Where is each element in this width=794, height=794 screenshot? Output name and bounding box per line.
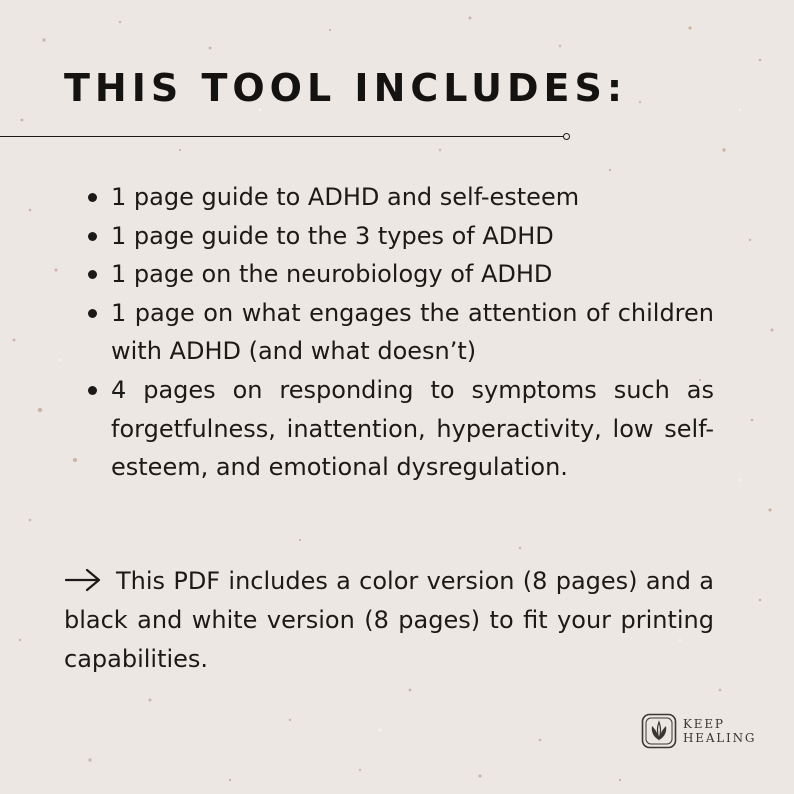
bullet-dot-icon <box>88 193 97 202</box>
bullet-dot-icon <box>88 386 97 395</box>
brand-line-2: HEALING <box>683 731 757 745</box>
bullet-dot-icon <box>88 270 97 279</box>
list-item <box>88 178 714 217</box>
list-item <box>88 255 714 294</box>
divider-end-dot <box>563 133 570 140</box>
list-item-text: 1 page guide to the 3 types of ADHD <box>111 221 554 250</box>
includes-list <box>88 178 714 487</box>
brand-logo <box>641 712 756 750</box>
bullet-dot-icon <box>88 309 97 318</box>
list-item-text: 1 page guide to ADHD and self-esteem <box>111 183 580 211</box>
list-item <box>88 294 714 371</box>
brand-line-1: KEEP <box>683 717 725 731</box>
pdf-note <box>64 562 714 679</box>
list-item <box>88 371 714 487</box>
title-divider <box>0 136 566 137</box>
pdf-note-text: This PDF includes a color version (8 pages) and a black and white version (8 pages) to fit your printing capabilities. <box>64 567 714 673</box>
lotus-leaf-icon <box>641 713 677 749</box>
right-arrow-icon <box>64 568 102 592</box>
page-title: THIS TOOL INCLUDES: <box>64 66 628 110</box>
list-item-text: 1 page on the neurobiology of ADHD <box>111 260 553 289</box>
list-item <box>88 217 714 256</box>
list-item-text: 1 page on what engages the attention of children with ADHD (and what doesn’t) <box>111 298 714 366</box>
bullet-dot-icon <box>88 232 97 241</box>
list-item-text: 4 pages on responding to symptoms such as forgetfulness, inattention, hyperactivity, low self-esteem, and emotional dysregulation. <box>111 375 714 482</box>
